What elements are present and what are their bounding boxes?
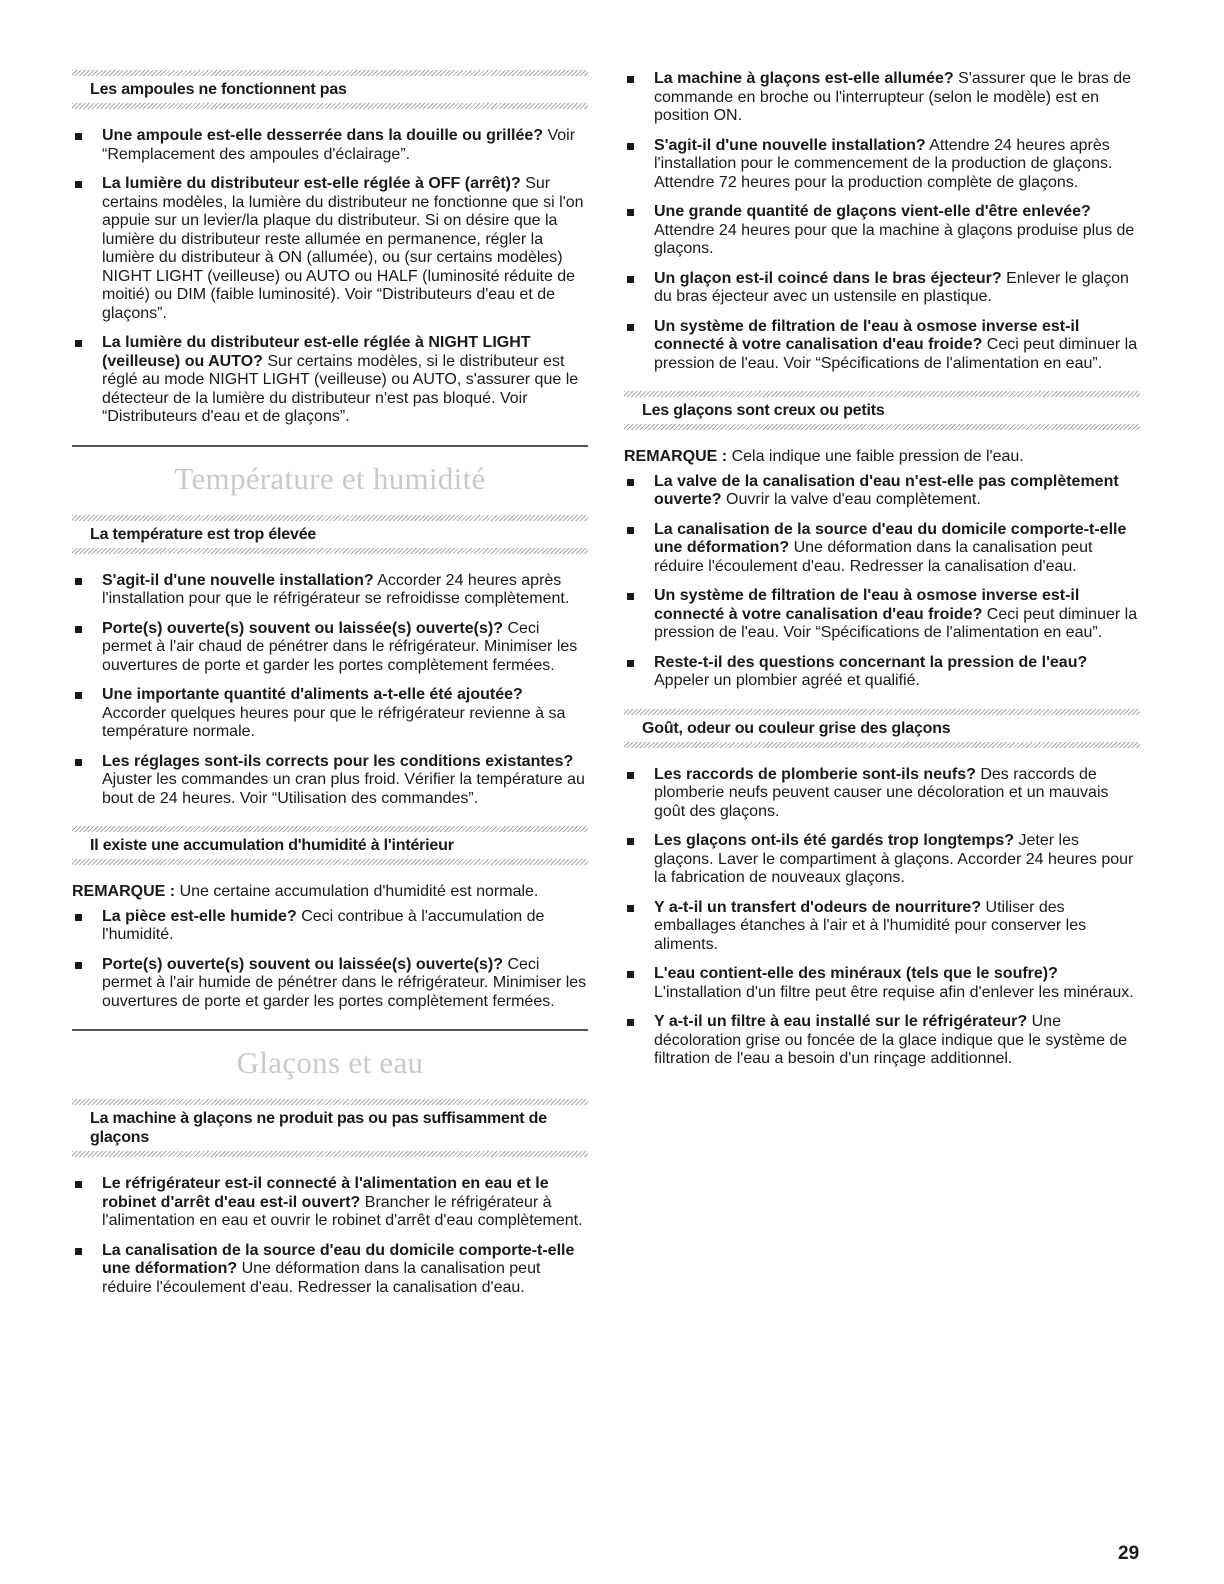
subsection-header-taste	[624, 709, 1140, 748]
subsection-header-humidity	[72, 826, 588, 865]
square-bullet-icon	[627, 838, 634, 845]
section-header-ice-water	[72, 1029, 588, 1091]
list-item: Un système de filtration de l'eau à osmose inverse est-il connecté à votre canalisation d'eau froide? Ceci peut diminuer la pression de l'eau. Voir “Spécifications de l'alimentation en eau”.	[624, 318, 1140, 374]
list-item: La pièce est-elle humide? Ceci contribue à l'accumulation de l'humidité.	[72, 908, 588, 945]
list-item: La valve de la canalisation d'eau n'est-elle pas complètement ouverte? Ouvrir la valve d'eau complètement.	[624, 473, 1140, 510]
square-bullet-icon	[627, 209, 634, 216]
square-bullet-icon	[627, 527, 634, 534]
section-header-temperature	[72, 445, 588, 507]
square-bullet-icon	[627, 905, 634, 912]
note: REMARQUE : Une certaine accumulation d'humidité est normale.	[72, 883, 539, 900]
list-item: La lumière du distributeur est-elle réglée à OFF (arrêt)? Sur certains modèles, la lumière du distributeur ne fonctionne que si l'on appuie sur un levier/la plaque du distributeur. Si on désire que la lumière du distributeur reste allumée en permanence, régler la lumière du distributeur à ON (allumée), ou (sur certains modèles) NIGHT LIGHT (veilleuse) ou AUTO ou HALF (luminosité réduite de moitié) ou DIM (faible luminosité). Voir “Distributeurs d'eau et de glaçons”.	[72, 175, 588, 323]
right-column	[624, 70, 1140, 1087]
note: REMARQUE : Cela indique une faible pression de l'eau.	[624, 448, 1024, 465]
question-list	[624, 473, 1140, 691]
question-list	[72, 1175, 588, 1297]
list-item: Les glaçons ont-ils été gardés trop longtemps? Jeter les glaçons. Laver le compartiment à glaçons. Accorder 24 heures pour la fabrication de nouveaux glaçons.	[624, 832, 1140, 888]
section-title: Température et humidité	[174, 460, 486, 496]
square-bullet-icon	[627, 143, 634, 150]
square-bullet-icon	[627, 772, 634, 779]
square-bullet-icon	[75, 1181, 82, 1188]
square-bullet-icon	[75, 759, 82, 766]
list-item: Une importante quantité d'aliments a-t-elle été ajoutée? Accorder quelques heures pour que le réfrigérateur revienne à sa température normale.	[72, 686, 588, 742]
list-item: L'eau contient-elle des minéraux (tels que le soufre)? L'installation d'un filtre peut être requise afin d'enlever les minéraux.	[624, 965, 1140, 1002]
square-bullet-icon	[75, 626, 82, 633]
subsection-header-ice-none	[72, 1099, 588, 1157]
list-item: Reste-t-il des questions concernant la pression de l'eau? Appeler un plombier agréé et qualifié.	[624, 654, 1140, 691]
square-bullet-icon	[627, 593, 634, 600]
square-bullet-icon	[75, 340, 82, 347]
question-list	[72, 572, 588, 809]
question-list	[624, 70, 1140, 373]
page-number: 29	[1118, 1543, 1140, 1564]
subsection-title: Il existe une accumulation d'humidité à l'intérieur	[90, 837, 454, 854]
list-item: S'agit-il d'une nouvelle installation? Accorder 24 heures après l'installation pour que le réfrigérateur se refroidisse complètement.	[72, 572, 588, 609]
square-bullet-icon	[75, 914, 82, 921]
list-item: Y a-t-il un transfert d'odeurs de nourriture? Utiliser des emballages étanches à l'air et à l'humidité pour conserver les aliments.	[624, 899, 1140, 955]
subsection-title: Goût, odeur ou couleur grise des glaçons	[642, 719, 951, 737]
list-item: La canalisation de la source d'eau du domicile comporte-t-elle une déformation? Une déformation dans la canalisation peut réduire l'écoulement d'eau. Redresser la canalisation d'eau.	[72, 1242, 588, 1298]
list-item: Le réfrigérateur est-il connecté à l'alimentation en eau et le robinet d'arrêt d'eau est-il ouvert? Brancher le réfrigérateur à l'alimentation en eau et ouvrir le robinet d'arrêt d'eau complètement.	[72, 1175, 588, 1231]
subsection-header-hollow	[624, 391, 1140, 430]
subsection-title: Les ampoules ne fonctionnent pas	[90, 81, 347, 98]
question-list	[624, 766, 1140, 1069]
square-bullet-icon	[627, 76, 634, 83]
square-bullet-icon	[75, 1248, 82, 1255]
list-item: La lumière du distributeur est-elle réglée à NIGHT LIGHT (veilleuse) ou AUTO? Sur certains modèles, si le distributeur est réglé au mode NIGHT LIGHT (veilleuse) ou AUTO, s'assurer que le détecteur de la lumière du distributeur n'est pas bloqué. Voir “Distributeurs d'eau et de glaçons”.	[72, 334, 588, 427]
list-item: Une grande quantité de glaçons vient-elle d'être enlevée? Attendre 24 heures pour que la machine à glaçons produise plus de glaçons.	[624, 203, 1140, 259]
square-bullet-icon	[627, 276, 634, 283]
list-item: Porte(s) ouverte(s) souvent ou laissée(s) ouverte(s)? Ceci permet à l'air humide de pénétrer dans le réfrigérateur. Minimiser les ouvertures de porte et garder les portes complètement fermées.	[72, 956, 588, 1012]
list-item: Porte(s) ouverte(s) souvent ou laissée(s) ouverte(s)? Ceci permet à l'air chaud de pénétrer dans le réfrigérateur. Minimiser les ouvertures de porte et garder les portes complètement fermées.	[72, 620, 588, 676]
list-item: Y a-t-il un filtre à eau installé sur le réfrigérateur? Une décoloration grise ou foncée de la glace indique que le système de filtration de l'eau a besoin d'un rinçage additionnel.	[624, 1013, 1140, 1069]
list-item: Un système de filtration de l'eau à osmose inverse est-il connecté à votre canalisation d'eau froide? Ceci peut diminuer la pression de l'eau. Voir “Spécifications de l'alimentation en eau”.	[624, 587, 1140, 643]
square-bullet-icon	[75, 181, 82, 188]
subsection-title: La machine à glaçons ne produit pas ou pas suffisamment de glaçons	[90, 1110, 547, 1146]
square-bullet-icon	[627, 1019, 634, 1026]
square-bullet-icon	[75, 962, 82, 969]
list-item: La canalisation de la source d'eau du domicile comporte-t-elle une déformation? Une déformation dans la canalisation peut réduire l'écoulement d'eau. Redresser la canalisation d'eau.	[624, 521, 1140, 577]
square-bullet-icon	[75, 133, 82, 140]
subsection-title: La température est trop élevée	[90, 525, 317, 543]
section-title: Glaçons et eau	[236, 1045, 424, 1080]
list-item: S'agit-il d'une nouvelle installation? Attendre 24 heures après l'installation pour le commencement de la production de glaçons. Attendre 72 heures pour la production complète de glaçons.	[624, 137, 1140, 193]
list-item: Les réglages sont-ils corrects pour les conditions existantes? Ajuster les commandes un cran plus froid. Vérifier la température au bout de 24 heures. Voir “Utilisation des commandes”.	[72, 753, 588, 809]
square-bullet-icon	[627, 660, 634, 667]
subsection-title: Les glaçons sont creux ou petits	[642, 402, 885, 419]
list-item: La machine à glaçons est-elle allumée? S'assurer que le bras de commande en broche ou l'interrupteur (selon le modèle) est en position ON.	[624, 70, 1140, 126]
question-list	[72, 127, 588, 427]
left-column	[72, 70, 588, 1315]
subsection-header-lamps	[72, 70, 588, 109]
list-item: Les raccords de plomberie sont-ils neufs? Des raccords de plomberie neufs peuvent causer une décoloration et un mauvais goût des glaçons.	[624, 766, 1140, 822]
square-bullet-icon	[75, 692, 82, 699]
square-bullet-icon	[627, 324, 634, 331]
list-item: Un glaçon est-il coincé dans le bras éjecteur? Enlever le glaçon du bras éjecteur avec un ustensile en plastique.	[624, 270, 1140, 307]
square-bullet-icon	[75, 578, 82, 585]
list-item: Une ampoule est-elle desserrée dans la douille ou grillée? Voir “Remplacement des ampoules d'éclairage”.	[72, 127, 588, 164]
square-bullet-icon	[627, 479, 634, 486]
question-list	[72, 908, 588, 1012]
subsection-header-temp-high	[72, 515, 588, 554]
square-bullet-icon	[627, 971, 634, 978]
